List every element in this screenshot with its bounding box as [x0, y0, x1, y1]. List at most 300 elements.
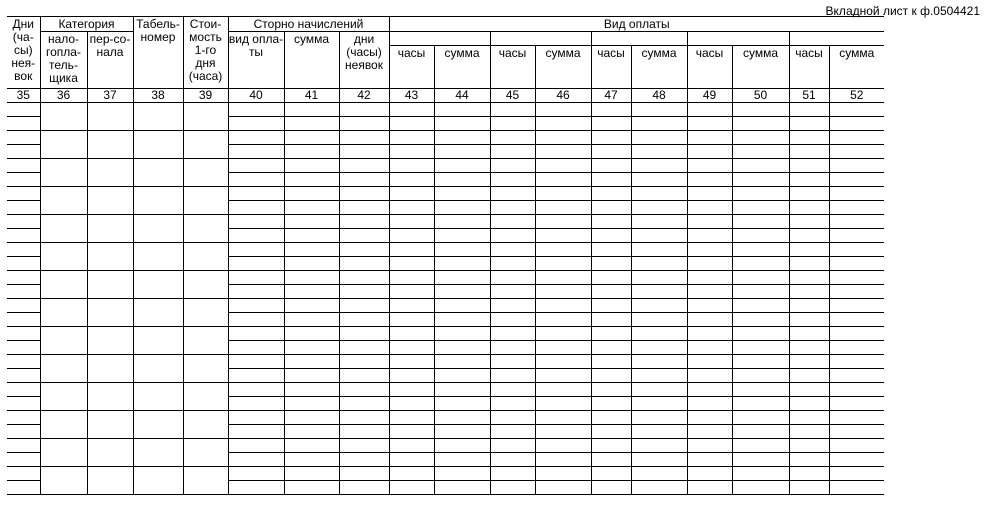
input-cell[interactable]: [339, 159, 389, 173]
input-cell[interactable]: [434, 131, 490, 145]
input-cell[interactable]: [732, 173, 789, 187]
input-cell[interactable]: [339, 131, 389, 145]
input-cell[interactable]: [228, 201, 284, 215]
input-cell[interactable]: [535, 285, 591, 299]
input-cell[interactable]: [732, 215, 789, 229]
input-cell[interactable]: [789, 201, 829, 215]
input-cell[interactable]: [7, 453, 40, 467]
input-cell[interactable]: [87, 383, 133, 411]
input-cell[interactable]: [829, 145, 884, 159]
input-cell[interactable]: [284, 271, 339, 285]
input-cell[interactable]: [7, 187, 40, 201]
input-cell[interactable]: [389, 467, 434, 481]
input-cell[interactable]: [829, 173, 884, 187]
input-cell[interactable]: [434, 271, 490, 285]
input-cell[interactable]: [133, 467, 183, 495]
input-cell[interactable]: [434, 467, 490, 481]
input-cell[interactable]: [284, 173, 339, 187]
input-cell[interactable]: [789, 439, 829, 453]
input-cell[interactable]: [490, 481, 535, 495]
input-cell[interactable]: [183, 299, 228, 327]
input-cell[interactable]: [490, 299, 535, 313]
input-cell[interactable]: [535, 103, 591, 117]
input-cell[interactable]: [490, 397, 535, 411]
input-cell[interactable]: [591, 131, 631, 145]
input-cell[interactable]: [228, 439, 284, 453]
input-cell[interactable]: [284, 285, 339, 299]
input-cell[interactable]: [228, 257, 284, 271]
input-cell[interactable]: [40, 215, 87, 243]
input-cell[interactable]: [183, 383, 228, 411]
input-cell[interactable]: [389, 285, 434, 299]
input-cell[interactable]: [732, 355, 789, 369]
input-cell[interactable]: [133, 439, 183, 467]
input-cell[interactable]: [339, 411, 389, 425]
input-cell[interactable]: [339, 467, 389, 481]
input-cell[interactable]: [631, 397, 687, 411]
input-cell[interactable]: [732, 341, 789, 355]
input-cell[interactable]: [591, 187, 631, 201]
input-cell[interactable]: [490, 439, 535, 453]
input-cell[interactable]: [40, 299, 87, 327]
input-cell[interactable]: [631, 145, 687, 159]
input-cell[interactable]: [339, 369, 389, 383]
input-cell[interactable]: [40, 187, 87, 215]
input-cell[interactable]: [339, 229, 389, 243]
input-cell[interactable]: [631, 425, 687, 439]
input-cell[interactable]: [591, 285, 631, 299]
input-cell[interactable]: [7, 397, 40, 411]
input-cell[interactable]: [535, 341, 591, 355]
input-cell[interactable]: [631, 355, 687, 369]
input-cell[interactable]: [789, 257, 829, 271]
input-cell[interactable]: [389, 383, 434, 397]
input-cell[interactable]: [389, 173, 434, 187]
input-cell[interactable]: [687, 145, 732, 159]
input-cell[interactable]: [389, 411, 434, 425]
input-cell[interactable]: [631, 341, 687, 355]
input-cell[interactable]: [339, 439, 389, 453]
input-cell[interactable]: [228, 467, 284, 481]
input-cell[interactable]: [687, 201, 732, 215]
input-cell[interactable]: [284, 313, 339, 327]
input-cell[interactable]: [591, 355, 631, 369]
input-cell[interactable]: [389, 229, 434, 243]
input-cell[interactable]: [228, 369, 284, 383]
input-cell[interactable]: [133, 187, 183, 215]
input-cell[interactable]: [829, 103, 884, 117]
input-cell[interactable]: [389, 355, 434, 369]
input-cell[interactable]: [591, 481, 631, 495]
input-cell[interactable]: [339, 355, 389, 369]
input-cell[interactable]: [591, 201, 631, 215]
input-cell[interactable]: [687, 327, 732, 341]
input-cell[interactable]: [687, 131, 732, 145]
input-cell[interactable]: [389, 327, 434, 341]
input-cell[interactable]: [631, 439, 687, 453]
input-cell[interactable]: [535, 131, 591, 145]
input-cell[interactable]: [183, 411, 228, 439]
input-cell[interactable]: [389, 369, 434, 383]
input-cell[interactable]: [284, 243, 339, 257]
input-cell[interactable]: [535, 229, 591, 243]
input-cell[interactable]: [789, 173, 829, 187]
input-cell[interactable]: [7, 271, 40, 285]
input-cell[interactable]: [7, 285, 40, 299]
input-cell[interactable]: [829, 117, 884, 131]
input-cell[interactable]: [687, 397, 732, 411]
input-cell[interactable]: [490, 327, 535, 341]
input-cell[interactable]: [434, 439, 490, 453]
input-cell[interactable]: [284, 453, 339, 467]
input-cell[interactable]: [631, 131, 687, 145]
input-cell[interactable]: [389, 299, 434, 313]
input-cell[interactable]: [687, 411, 732, 425]
input-cell[interactable]: [87, 103, 133, 131]
input-cell[interactable]: [183, 131, 228, 159]
input-cell[interactable]: [490, 159, 535, 173]
input-cell[interactable]: [7, 173, 40, 187]
input-cell[interactable]: [687, 117, 732, 131]
input-cell[interactable]: [789, 313, 829, 327]
input-cell[interactable]: [490, 243, 535, 257]
input-cell[interactable]: [631, 215, 687, 229]
input-cell[interactable]: [434, 285, 490, 299]
input-cell[interactable]: [829, 383, 884, 397]
input-cell[interactable]: [789, 355, 829, 369]
input-cell[interactable]: [789, 411, 829, 425]
input-cell[interactable]: [490, 453, 535, 467]
input-cell[interactable]: [7, 383, 40, 397]
input-cell[interactable]: [829, 341, 884, 355]
input-cell[interactable]: [631, 103, 687, 117]
input-cell[interactable]: [732, 131, 789, 145]
input-cell[interactable]: [284, 229, 339, 243]
input-cell[interactable]: [183, 439, 228, 467]
input-cell[interactable]: [829, 439, 884, 453]
input-cell[interactable]: [389, 243, 434, 257]
input-cell[interactable]: [228, 103, 284, 117]
input-cell[interactable]: [732, 425, 789, 439]
input-cell[interactable]: [434, 299, 490, 313]
input-cell[interactable]: [829, 285, 884, 299]
input-cell[interactable]: [7, 145, 40, 159]
input-cell[interactable]: [631, 257, 687, 271]
input-cell[interactable]: [228, 271, 284, 285]
input-cell[interactable]: [183, 355, 228, 383]
input-cell[interactable]: [829, 159, 884, 173]
input-cell[interactable]: [829, 481, 884, 495]
input-cell[interactable]: [687, 187, 732, 201]
input-cell[interactable]: [732, 257, 789, 271]
input-cell[interactable]: [591, 411, 631, 425]
input-cell[interactable]: [732, 271, 789, 285]
input-cell[interactable]: [732, 313, 789, 327]
input-cell[interactable]: [631, 383, 687, 397]
input-cell[interactable]: [133, 159, 183, 187]
input-cell[interactable]: [183, 215, 228, 243]
input-cell[interactable]: [40, 327, 87, 355]
input-cell[interactable]: [535, 355, 591, 369]
input-cell[interactable]: [591, 271, 631, 285]
input-cell[interactable]: [7, 411, 40, 425]
input-cell[interactable]: [133, 215, 183, 243]
input-cell[interactable]: [284, 201, 339, 215]
input-cell[interactable]: [687, 355, 732, 369]
input-cell[interactable]: [687, 243, 732, 257]
input-cell[interactable]: [339, 173, 389, 187]
input-cell[interactable]: [535, 173, 591, 187]
input-cell[interactable]: [434, 327, 490, 341]
input-cell[interactable]: [133, 131, 183, 159]
input-cell[interactable]: [133, 355, 183, 383]
input-cell[interactable]: [829, 257, 884, 271]
input-cell[interactable]: [591, 369, 631, 383]
input-cell[interactable]: [829, 187, 884, 201]
input-cell[interactable]: [87, 131, 133, 159]
input-cell[interactable]: [183, 467, 228, 495]
input-cell[interactable]: [789, 117, 829, 131]
input-cell[interactable]: [535, 313, 591, 327]
input-cell[interactable]: [228, 299, 284, 313]
input-cell[interactable]: [40, 159, 87, 187]
input-cell[interactable]: [631, 481, 687, 495]
input-cell[interactable]: [228, 425, 284, 439]
input-cell[interactable]: [339, 425, 389, 439]
input-cell[interactable]: [7, 341, 40, 355]
input-cell[interactable]: [434, 425, 490, 439]
input-cell[interactable]: [7, 215, 40, 229]
input-cell[interactable]: [434, 117, 490, 131]
input-cell[interactable]: [228, 187, 284, 201]
input-cell[interactable]: [284, 103, 339, 117]
input-cell[interactable]: [284, 481, 339, 495]
input-cell[interactable]: [631, 173, 687, 187]
input-cell[interactable]: [732, 439, 789, 453]
input-cell[interactable]: [389, 187, 434, 201]
input-cell[interactable]: [535, 159, 591, 173]
input-cell[interactable]: [490, 201, 535, 215]
input-cell[interactable]: [490, 341, 535, 355]
input-cell[interactable]: [284, 145, 339, 159]
input-cell[interactable]: [7, 257, 40, 271]
input-cell[interactable]: [183, 103, 228, 131]
input-cell[interactable]: [228, 285, 284, 299]
input-cell[interactable]: [789, 285, 829, 299]
input-cell[interactable]: [87, 243, 133, 271]
input-cell[interactable]: [687, 229, 732, 243]
input-cell[interactable]: [490, 383, 535, 397]
input-cell[interactable]: [389, 425, 434, 439]
input-cell[interactable]: [490, 117, 535, 131]
input-cell[interactable]: [687, 257, 732, 271]
input-cell[interactable]: [687, 173, 732, 187]
input-cell[interactable]: [789, 271, 829, 285]
input-cell[interactable]: [829, 355, 884, 369]
input-cell[interactable]: [829, 271, 884, 285]
input-cell[interactable]: [687, 467, 732, 481]
input-cell[interactable]: [829, 229, 884, 243]
input-cell[interactable]: [789, 215, 829, 229]
input-cell[interactable]: [732, 411, 789, 425]
input-cell[interactable]: [631, 313, 687, 327]
input-cell[interactable]: [591, 173, 631, 187]
input-cell[interactable]: [133, 271, 183, 299]
input-cell[interactable]: [40, 411, 87, 439]
input-cell[interactable]: [829, 131, 884, 145]
input-cell[interactable]: [228, 341, 284, 355]
input-cell[interactable]: [228, 131, 284, 145]
input-cell[interactable]: [87, 215, 133, 243]
input-cell[interactable]: [133, 243, 183, 271]
input-cell[interactable]: [87, 187, 133, 215]
input-cell[interactable]: [789, 229, 829, 243]
input-cell[interactable]: [631, 229, 687, 243]
input-cell[interactable]: [284, 117, 339, 131]
input-cell[interactable]: [434, 257, 490, 271]
input-cell[interactable]: [490, 173, 535, 187]
input-cell[interactable]: [732, 299, 789, 313]
input-cell[interactable]: [228, 215, 284, 229]
input-cell[interactable]: [732, 383, 789, 397]
input-cell[interactable]: [7, 313, 40, 327]
input-cell[interactable]: [631, 299, 687, 313]
input-cell[interactable]: [389, 103, 434, 117]
input-cell[interactable]: [789, 453, 829, 467]
input-cell[interactable]: [389, 159, 434, 173]
input-cell[interactable]: [7, 117, 40, 131]
input-cell[interactable]: [434, 187, 490, 201]
input-cell[interactable]: [389, 145, 434, 159]
input-cell[interactable]: [687, 299, 732, 313]
input-cell[interactable]: [7, 243, 40, 257]
input-cell[interactable]: [732, 117, 789, 131]
input-cell[interactable]: [535, 257, 591, 271]
input-cell[interactable]: [434, 173, 490, 187]
input-cell[interactable]: [829, 215, 884, 229]
input-cell[interactable]: [434, 243, 490, 257]
input-cell[interactable]: [687, 341, 732, 355]
input-cell[interactable]: [535, 369, 591, 383]
input-cell[interactable]: [284, 159, 339, 173]
input-cell[interactable]: [789, 145, 829, 159]
input-cell[interactable]: [228, 383, 284, 397]
input-cell[interactable]: [284, 425, 339, 439]
input-cell[interactable]: [389, 453, 434, 467]
input-cell[interactable]: [434, 411, 490, 425]
input-cell[interactable]: [591, 117, 631, 131]
input-cell[interactable]: [339, 145, 389, 159]
input-cell[interactable]: [535, 481, 591, 495]
input-cell[interactable]: [183, 271, 228, 299]
input-cell[interactable]: [40, 439, 87, 467]
input-cell[interactable]: [434, 313, 490, 327]
input-cell[interactable]: [133, 327, 183, 355]
input-cell[interactable]: [284, 257, 339, 271]
input-cell[interactable]: [389, 271, 434, 285]
input-cell[interactable]: [228, 453, 284, 467]
input-cell[interactable]: [687, 285, 732, 299]
input-cell[interactable]: [631, 201, 687, 215]
input-cell[interactable]: [389, 257, 434, 271]
input-cell[interactable]: [7, 299, 40, 313]
input-cell[interactable]: [284, 131, 339, 145]
input-cell[interactable]: [687, 215, 732, 229]
input-cell[interactable]: [732, 481, 789, 495]
input-cell[interactable]: [183, 243, 228, 271]
input-cell[interactable]: [631, 187, 687, 201]
input-cell[interactable]: [389, 117, 434, 131]
input-cell[interactable]: [133, 383, 183, 411]
input-cell[interactable]: [7, 467, 40, 481]
input-cell[interactable]: [789, 369, 829, 383]
input-cell[interactable]: [732, 453, 789, 467]
input-cell[interactable]: [284, 369, 339, 383]
input-cell[interactable]: [732, 397, 789, 411]
input-cell[interactable]: [434, 341, 490, 355]
input-cell[interactable]: [339, 481, 389, 495]
input-cell[interactable]: [829, 299, 884, 313]
input-cell[interactable]: [631, 285, 687, 299]
input-cell[interactable]: [732, 369, 789, 383]
input-cell[interactable]: [7, 103, 40, 117]
input-cell[interactable]: [87, 355, 133, 383]
input-cell[interactable]: [7, 369, 40, 383]
input-cell[interactable]: [829, 467, 884, 481]
input-cell[interactable]: [687, 313, 732, 327]
input-cell[interactable]: [284, 397, 339, 411]
input-cell[interactable]: [339, 285, 389, 299]
input-cell[interactable]: [789, 397, 829, 411]
input-cell[interactable]: [228, 481, 284, 495]
input-cell[interactable]: [434, 159, 490, 173]
input-cell[interactable]: [829, 425, 884, 439]
input-cell[interactable]: [389, 201, 434, 215]
input-cell[interactable]: [389, 313, 434, 327]
input-cell[interactable]: [87, 271, 133, 299]
input-cell[interactable]: [631, 467, 687, 481]
input-cell[interactable]: [789, 159, 829, 173]
input-cell[interactable]: [339, 299, 389, 313]
input-cell[interactable]: [490, 257, 535, 271]
input-cell[interactable]: [434, 215, 490, 229]
input-cell[interactable]: [490, 271, 535, 285]
input-cell[interactable]: [228, 411, 284, 425]
input-cell[interactable]: [591, 341, 631, 355]
input-cell[interactable]: [591, 229, 631, 243]
input-cell[interactable]: [687, 425, 732, 439]
input-cell[interactable]: [732, 201, 789, 215]
input-cell[interactable]: [339, 201, 389, 215]
input-cell[interactable]: [40, 103, 87, 131]
input-cell[interactable]: [228, 173, 284, 187]
input-cell[interactable]: [228, 327, 284, 341]
input-cell[interactable]: [591, 397, 631, 411]
input-cell[interactable]: [829, 397, 884, 411]
input-cell[interactable]: [631, 411, 687, 425]
input-cell[interactable]: [284, 467, 339, 481]
input-cell[interactable]: [40, 131, 87, 159]
input-cell[interactable]: [829, 369, 884, 383]
input-cell[interactable]: [434, 145, 490, 159]
input-cell[interactable]: [7, 439, 40, 453]
input-cell[interactable]: [591, 439, 631, 453]
input-cell[interactable]: [339, 397, 389, 411]
input-cell[interactable]: [339, 313, 389, 327]
input-cell[interactable]: [133, 411, 183, 439]
input-cell[interactable]: [687, 369, 732, 383]
input-cell[interactable]: [389, 439, 434, 453]
